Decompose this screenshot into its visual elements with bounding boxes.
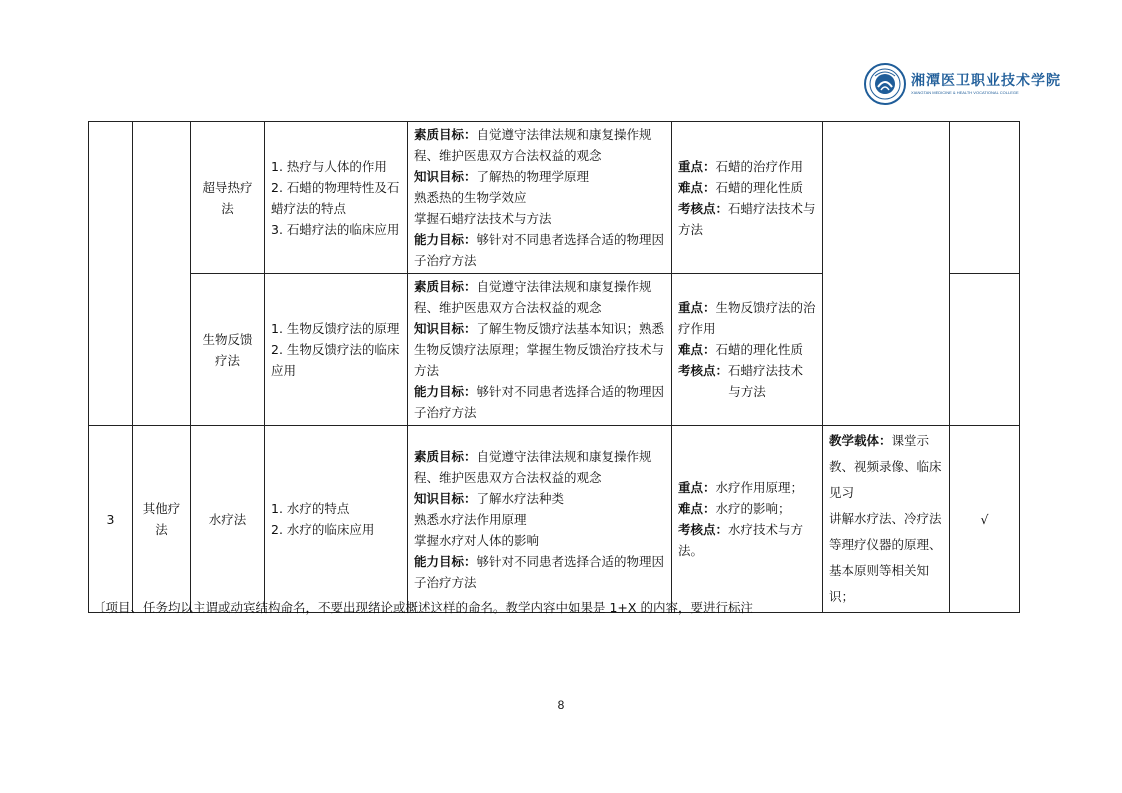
knowledge-goal-label: 知识目标： — [414, 169, 477, 184]
ability-goal — [414, 551, 665, 593]
college-logo — [864, 62, 1061, 106]
quality-goal-text: 自觉遵守法律法规和康复操作规程、维护医患双方合法权益的观念 — [414, 448, 652, 485]
project-name: 其他疗法 — [142, 501, 181, 537]
keypoints-cell — [672, 426, 823, 613]
difficult-point-text: 水疗的影响； — [715, 501, 791, 516]
key-point-text: 石蜡的治疗作用 — [715, 158, 804, 174]
content-item: 1. 热疗与人体的作用 — [271, 158, 387, 174]
ability-goal — [414, 381, 665, 423]
exam-point-text: 水疗技术与方法。 — [678, 522, 804, 558]
sub-project-name: 水疗法 — [208, 511, 247, 527]
check-cell — [950, 426, 1020, 613]
project-cell-empty — [133, 122, 191, 426]
key-point-text: 生物反馈疗法的治疗作用 — [678, 300, 816, 336]
keypoints-cell — [672, 274, 823, 426]
key-point-label: 重点： — [678, 480, 716, 495]
goals-cell — [408, 274, 672, 426]
quality-goal — [414, 124, 665, 166]
quality-goal-label: 素质目标： — [414, 448, 477, 464]
logo-chinese-name: 湘潭医卫职业技术学院 — [911, 73, 1061, 89]
goals-cell — [408, 426, 672, 613]
sub-project-cell — [191, 274, 265, 426]
curriculum-table — [88, 121, 1020, 613]
difficult-point — [678, 498, 816, 519]
key-point-label: 重点： — [678, 158, 716, 174]
footnote: 〔项目、任务均以主谓或动宾结构命名，不要出现绪论或概述这样的命名。教学内容中如果是 1+X 的内容，要进行标注 — [93, 600, 753, 615]
carrier-cell-empty — [823, 122, 950, 426]
content-item: 2. 石蜡的物理特性及石蜡疗法的特点 — [271, 179, 400, 216]
ability-goal-text: 够针对不同患者选择合适的物理因子治疗方法 — [414, 232, 665, 268]
exam-point-label: 考核点： — [678, 522, 729, 537]
sub-project-cell — [191, 426, 265, 613]
content-item: 2. 水疗的临床应用 — [271, 522, 375, 537]
ability-goal-label: 能力目标： — [414, 384, 477, 399]
sub-project-name: 生物反馈疗法 — [202, 331, 253, 368]
college-seal-icon — [864, 63, 906, 105]
knowledge-goal-text: 了解热的物理学原理 — [476, 169, 590, 184]
sub-project-name: 超导热疗法 — [202, 179, 253, 216]
ability-goal-label: 能力目标： — [414, 232, 477, 247]
ability-goal — [414, 229, 665, 271]
content-item: 3. 石蜡疗法的临床应用 — [271, 221, 400, 237]
logo-text — [911, 72, 1061, 96]
table-row — [89, 122, 1020, 274]
exam-point — [678, 198, 816, 240]
difficult-point-label: 难点： — [678, 342, 716, 357]
ability-goal-label: 能力目标： — [414, 553, 477, 569]
difficult-point — [678, 177, 816, 198]
exam-point-text: 石蜡疗法技术与方法 — [678, 200, 816, 237]
index-cell — [89, 426, 133, 613]
keypoints-cell — [672, 122, 823, 274]
exam-point-label: 考核点： — [678, 363, 729, 378]
row-index: 3 — [106, 511, 115, 527]
knowledge-goal-text: 掌握水疗对人体的影响 — [414, 532, 540, 548]
difficult-point — [678, 339, 816, 360]
key-point — [678, 156, 816, 177]
carrier-cell — [823, 426, 950, 613]
key-point — [678, 477, 816, 498]
quality-goal-text: 自觉遵守法律法规和康复操作规程、维护医患双方合法权益的观念 — [414, 279, 652, 315]
difficult-point-text: 石蜡的理化性质 — [715, 179, 804, 195]
difficult-point-text: 石蜡的理化性质 — [715, 342, 804, 357]
teaching-carrier-text: 课堂示教、视频录像、临床见习 — [829, 433, 942, 500]
check-mark: √ — [980, 511, 989, 527]
content-cell — [265, 426, 408, 613]
exam-point — [678, 519, 816, 561]
project-cell — [133, 426, 191, 613]
page-number: 8 — [557, 698, 565, 712]
key-point-text: 水疗作用原理； — [715, 480, 804, 495]
teaching-carrier-text: 讲解水疗法、冷疗法等理疗仪器的原理、基本原则等相关知识； — [829, 511, 942, 604]
knowledge-goal — [414, 318, 665, 381]
difficult-point-label: 难点： — [678, 501, 716, 516]
logo-english-name: XIANGTAN MEDICINE & HEALTH VOCATIONAL COLLEGE — [911, 90, 1019, 95]
knowledge-goal-text: 了解水疗法种类 — [476, 490, 565, 506]
check-cell-empty — [950, 274, 1020, 426]
exam-point-text: 石蜡疗法技术 — [728, 363, 804, 378]
exam-point — [678, 360, 816, 381]
content-item: 1. 水疗的特点 — [271, 501, 350, 516]
knowledge-goal-text: 掌握石蜡疗法技术与方法 — [414, 211, 552, 226]
quality-goal — [414, 446, 665, 488]
index-cell-empty — [89, 122, 133, 426]
quality-goal-text: 自觉遵守法律法规和康复操作规程、维护医患双方合法权益的观念 — [414, 127, 652, 163]
check-cell-empty — [950, 122, 1020, 274]
quality-goal-label: 素质目标： — [414, 279, 477, 294]
content-cell — [265, 274, 408, 426]
exam-point-label: 考核点： — [678, 200, 729, 216]
key-point-label: 重点： — [678, 300, 716, 315]
difficult-point-label: 难点： — [678, 179, 716, 195]
content-cell — [265, 122, 408, 274]
table-row — [89, 426, 1020, 613]
sub-project-cell — [191, 122, 265, 274]
knowledge-goal-text: 了解生物反馈疗法基本知识；熟悉生物反馈疗法原理；掌握生物反馈治疗技术与方法 — [414, 321, 665, 378]
knowledge-goal-text: 熟悉水疗法作用原理 — [414, 511, 527, 527]
knowledge-goal-label: 知识目标： — [414, 321, 477, 336]
knowledge-goal — [414, 166, 665, 187]
key-point — [678, 297, 816, 339]
exam-point-text-continued: 与方法 — [728, 384, 766, 399]
teaching-carrier-label: 教学载体： — [829, 433, 892, 448]
goals-cell — [408, 122, 672, 274]
quality-goal-label: 素质目标： — [414, 127, 477, 142]
ability-goal-text: 够针对不同患者选择合适的物理因子治疗方法 — [414, 553, 665, 590]
quality-goal — [414, 276, 665, 318]
teaching-carrier — [829, 428, 943, 506]
knowledge-goal — [414, 488, 665, 509]
knowledge-goal-text: 熟悉热的生物学效应 — [414, 190, 527, 205]
content-item: 1. 生物反馈疗法的原理 — [271, 321, 400, 336]
knowledge-goal-label: 知识目标： — [414, 490, 477, 506]
content-item: 2. 生物反馈疗法的临床应用 — [271, 342, 400, 378]
ability-goal-text: 够针对不同患者选择合适的物理因子治疗方法 — [414, 384, 665, 420]
